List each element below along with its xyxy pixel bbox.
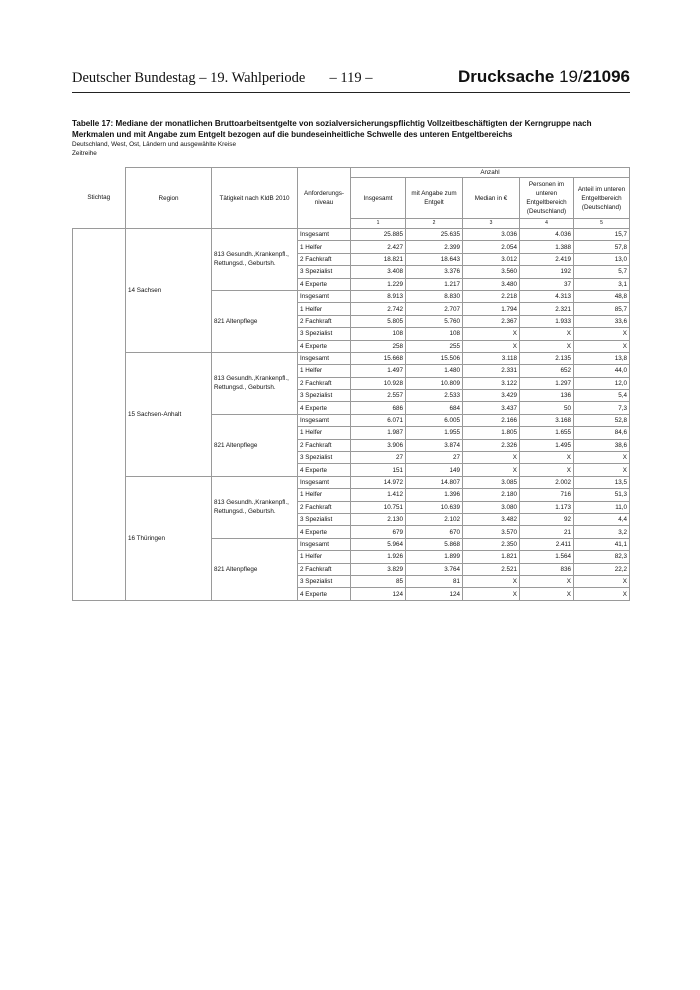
- value-cell: 3.080: [463, 501, 520, 513]
- value-cell: 1.987: [351, 427, 406, 439]
- value-cell: 27: [406, 452, 463, 464]
- value-cell: 1.388: [520, 241, 574, 253]
- value-cell: 15.668: [351, 352, 406, 364]
- value-cell: 2.367: [463, 315, 520, 327]
- value-cell: 716: [520, 489, 574, 501]
- level-cell: 3 Spezialist: [298, 328, 351, 340]
- column-number: 5: [574, 219, 630, 229]
- value-cell: 2.411: [520, 538, 574, 550]
- region-cell: 15 Sachsen-Anhalt: [126, 352, 212, 476]
- value-cell: 2.419: [520, 253, 574, 265]
- value-cell: X: [520, 340, 574, 352]
- value-cell: X: [574, 464, 630, 476]
- value-cell: 3.829: [351, 563, 406, 575]
- data-table: [72, 167, 630, 601]
- value-cell: 2.130: [351, 513, 406, 525]
- value-cell: 4.036: [520, 229, 574, 241]
- value-cell: 22,2: [574, 563, 630, 575]
- value-cell: 2.521: [463, 563, 520, 575]
- table-row: [73, 229, 630, 241]
- value-cell: X: [574, 328, 630, 340]
- value-cell: 2.399: [406, 241, 463, 253]
- value-cell: X: [463, 452, 520, 464]
- value-cell: 108: [351, 328, 406, 340]
- header-col4: Personen im unteren Entgeltbereich (Deutschland): [520, 178, 574, 219]
- value-cell: X: [463, 575, 520, 587]
- value-cell: X: [463, 464, 520, 476]
- value-cell: 84,6: [574, 427, 630, 439]
- value-cell: 3.560: [463, 266, 520, 278]
- value-cell: X: [463, 340, 520, 352]
- value-cell: 2.321: [520, 303, 574, 315]
- value-cell: 836: [520, 563, 574, 575]
- value-cell: 44,0: [574, 365, 630, 377]
- header-col3: Median in €: [463, 178, 520, 219]
- taetigkeit-cell: 821 Altenpflege: [212, 290, 298, 352]
- value-cell: X: [574, 452, 630, 464]
- value-cell: 1.173: [520, 501, 574, 513]
- value-cell: 85: [351, 575, 406, 587]
- value-cell: 2.742: [351, 303, 406, 315]
- value-cell: 5,4: [574, 390, 630, 402]
- value-cell: 57,8: [574, 241, 630, 253]
- value-cell: 1.955: [406, 427, 463, 439]
- value-cell: 3.376: [406, 266, 463, 278]
- level-cell: 4 Experte: [298, 588, 351, 600]
- value-cell: 3.122: [463, 377, 520, 389]
- value-cell: 3,1: [574, 278, 630, 290]
- level-cell: Insgesamt: [298, 290, 351, 302]
- value-cell: 258: [351, 340, 406, 352]
- value-cell: 2.557: [351, 390, 406, 402]
- value-cell: 15.506: [406, 352, 463, 364]
- value-cell: 2.427: [351, 241, 406, 253]
- value-cell: 3.408: [351, 266, 406, 278]
- taetigkeit-cell: 813 Gesundh.,Krankenpfl., Rettungsd., Geburtsh.: [212, 229, 298, 291]
- value-cell: 2.533: [406, 390, 463, 402]
- level-cell: Insgesamt: [298, 229, 351, 241]
- value-cell: 2.166: [463, 414, 520, 426]
- value-cell: 1.805: [463, 427, 520, 439]
- value-cell: 13,5: [574, 476, 630, 488]
- value-cell: 6.071: [351, 414, 406, 426]
- table-row: [73, 476, 630, 488]
- header-region: Region: [126, 168, 212, 229]
- level-cell: 2 Fachkraft: [298, 253, 351, 265]
- document-number-period: 19/: [559, 67, 583, 86]
- value-cell: X: [520, 575, 574, 587]
- level-cell: 2 Fachkraft: [298, 439, 351, 451]
- value-cell: 82,3: [574, 551, 630, 563]
- header-col2: mit Angabe zum Entgelt: [406, 178, 463, 219]
- column-number: 3: [463, 219, 520, 229]
- value-cell: X: [463, 588, 520, 600]
- value-cell: 13,0: [574, 253, 630, 265]
- value-cell: 5.868: [406, 538, 463, 550]
- column-number: 1: [351, 219, 406, 229]
- value-cell: X: [574, 588, 630, 600]
- value-cell: 3.012: [463, 253, 520, 265]
- value-cell: 1.412: [351, 489, 406, 501]
- subtitle-series: Zeitreihe: [72, 149, 97, 157]
- level-cell: 1 Helfer: [298, 241, 351, 253]
- value-cell: 81: [406, 575, 463, 587]
- value-cell: 124: [351, 588, 406, 600]
- value-cell: X: [463, 328, 520, 340]
- value-cell: 3.480: [463, 278, 520, 290]
- value-cell: 1.229: [351, 278, 406, 290]
- document-number-label: Drucksache: [457, 67, 555, 86]
- value-cell: 1.480: [406, 365, 463, 377]
- value-cell: 10.809: [406, 377, 463, 389]
- value-cell: 15,7: [574, 229, 630, 241]
- value-cell: 37: [520, 278, 574, 290]
- level-cell: Insgesamt: [298, 476, 351, 488]
- value-cell: X: [520, 464, 574, 476]
- level-cell: 1 Helfer: [298, 551, 351, 563]
- value-cell: 2.135: [520, 352, 574, 364]
- value-cell: 684: [406, 402, 463, 414]
- header-anzahl: Anzahl: [351, 168, 630, 178]
- value-cell: 149: [406, 464, 463, 476]
- value-cell: 5,7: [574, 266, 630, 278]
- document-number-value: 21096: [582, 67, 630, 86]
- value-cell: 27: [351, 452, 406, 464]
- level-cell: Insgesamt: [298, 414, 351, 426]
- value-cell: 1.821: [463, 551, 520, 563]
- value-cell: 1.297: [520, 377, 574, 389]
- table-subtitle: [72, 141, 236, 158]
- value-cell: 2.326: [463, 439, 520, 451]
- value-cell: 124: [406, 588, 463, 600]
- value-cell: 7,3: [574, 402, 630, 414]
- value-cell: 1.396: [406, 489, 463, 501]
- value-cell: 8.830: [406, 290, 463, 302]
- table-row: [73, 352, 630, 364]
- value-cell: 5.964: [351, 538, 406, 550]
- value-cell: 3.429: [463, 390, 520, 402]
- value-cell: 12,0: [574, 377, 630, 389]
- value-cell: 136: [520, 390, 574, 402]
- value-cell: 10.928: [351, 377, 406, 389]
- value-cell: 2.102: [406, 513, 463, 525]
- level-cell: 1 Helfer: [298, 489, 351, 501]
- taetigkeit-cell: 821 Altenpflege: [212, 538, 298, 600]
- subtitle-scope: Deutschland, West, Ost, Ländern und ausgewählte Kreise: [72, 141, 237, 148]
- column-number: 2: [406, 219, 463, 229]
- value-cell: X: [574, 575, 630, 587]
- value-cell: 686: [351, 402, 406, 414]
- value-cell: 3,2: [574, 526, 630, 538]
- level-cell: Insgesamt: [298, 352, 351, 364]
- value-cell: 151: [351, 464, 406, 476]
- value-cell: 5.805: [351, 315, 406, 327]
- page-number: – 119 –: [329, 70, 373, 86]
- value-cell: 3.036: [463, 229, 520, 241]
- value-cell: 5.760: [406, 315, 463, 327]
- value-cell: 11,0: [574, 501, 630, 513]
- level-cell: 2 Fachkraft: [298, 377, 351, 389]
- level-cell: 1 Helfer: [298, 365, 351, 377]
- value-cell: 3.906: [351, 439, 406, 451]
- level-cell: 3 Spezialist: [298, 575, 351, 587]
- document-number: [458, 67, 630, 87]
- level-cell: 4 Experte: [298, 340, 351, 352]
- level-cell: Insgesamt: [298, 538, 351, 550]
- value-cell: 21: [520, 526, 574, 538]
- level-cell: 4 Experte: [298, 526, 351, 538]
- value-cell: 679: [351, 526, 406, 538]
- taetigkeit-cell: 821 Altenpflege: [212, 414, 298, 476]
- header-taetigkeit: Tätigkeit nach KldB 2010: [212, 168, 298, 229]
- value-cell: 52,8: [574, 414, 630, 426]
- value-cell: 25.635: [406, 229, 463, 241]
- level-cell: 2 Fachkraft: [298, 563, 351, 575]
- value-cell: 1.933: [520, 315, 574, 327]
- value-cell: 1.217: [406, 278, 463, 290]
- level-cell: 3 Spezialist: [298, 266, 351, 278]
- value-cell: 1.564: [520, 551, 574, 563]
- value-cell: 48,8: [574, 290, 630, 302]
- value-cell: 1.655: [520, 427, 574, 439]
- level-cell: 4 Experte: [298, 464, 351, 476]
- value-cell: X: [520, 452, 574, 464]
- value-cell: 2.707: [406, 303, 463, 315]
- value-cell: 18.643: [406, 253, 463, 265]
- value-cell: 2.002: [520, 476, 574, 488]
- value-cell: 51,3: [574, 489, 630, 501]
- value-cell: 18.821: [351, 253, 406, 265]
- value-cell: 8.913: [351, 290, 406, 302]
- value-cell: 3.118: [463, 352, 520, 364]
- value-cell: 255: [406, 340, 463, 352]
- value-cell: 192: [520, 266, 574, 278]
- value-cell: 92: [520, 513, 574, 525]
- value-cell: 670: [406, 526, 463, 538]
- value-cell: 13,8: [574, 352, 630, 364]
- value-cell: 3.168: [520, 414, 574, 426]
- table-body: [73, 229, 630, 601]
- value-cell: 1.495: [520, 439, 574, 451]
- level-cell: 1 Helfer: [298, 303, 351, 315]
- level-cell: 2 Fachkraft: [298, 315, 351, 327]
- value-cell: 38,6: [574, 439, 630, 451]
- level-cell: 3 Spezialist: [298, 390, 351, 402]
- page-header: [72, 66, 630, 93]
- header-anforderung: Anforderungs-niveau: [298, 168, 351, 229]
- value-cell: 1.497: [351, 365, 406, 377]
- value-cell: 3.437: [463, 402, 520, 414]
- value-cell: 2.180: [463, 489, 520, 501]
- value-cell: X: [520, 588, 574, 600]
- value-cell: 3.764: [406, 563, 463, 575]
- header-col5: Anteil im unteren Entgeltbereich (Deutschland): [574, 178, 630, 219]
- value-cell: 10.751: [351, 501, 406, 513]
- value-cell: 25.885: [351, 229, 406, 241]
- level-cell: 1 Helfer: [298, 427, 351, 439]
- value-cell: X: [574, 340, 630, 352]
- value-cell: 14.972: [351, 476, 406, 488]
- value-cell: 6.005: [406, 414, 463, 426]
- value-cell: 85,7: [574, 303, 630, 315]
- value-cell: 14.807: [406, 476, 463, 488]
- value-cell: 33,6: [574, 315, 630, 327]
- value-cell: 2.218: [463, 290, 520, 302]
- level-cell: 3 Spezialist: [298, 513, 351, 525]
- stichtag-cell: [73, 229, 126, 601]
- value-cell: 2.054: [463, 241, 520, 253]
- value-cell: 4,4: [574, 513, 630, 525]
- value-cell: 2.331: [463, 365, 520, 377]
- level-cell: 3 Spezialist: [298, 452, 351, 464]
- header-stichtag: Stichtag: [87, 194, 111, 202]
- value-cell: 3.874: [406, 439, 463, 451]
- region-cell: 16 Thüringen: [126, 476, 212, 600]
- value-cell: 41,1: [574, 538, 630, 550]
- value-cell: 3.482: [463, 513, 520, 525]
- value-cell: 10.639: [406, 501, 463, 513]
- value-cell: 3.570: [463, 526, 520, 538]
- value-cell: 50: [520, 402, 574, 414]
- value-cell: 4.313: [520, 290, 574, 302]
- region-cell: 14 Sachsen: [126, 229, 212, 353]
- value-cell: 1.794: [463, 303, 520, 315]
- value-cell: 108: [406, 328, 463, 340]
- value-cell: X: [520, 328, 574, 340]
- level-cell: 4 Experte: [298, 402, 351, 414]
- level-cell: 2 Fachkraft: [298, 501, 351, 513]
- taetigkeit-cell: 813 Gesundh.,Krankenpfl., Rettungsd., Geburtsh.: [212, 476, 298, 538]
- taetigkeit-cell: 813 Gesundh.,Krankenpfl., Rettungsd., Geburtsh.: [212, 352, 298, 414]
- value-cell: 652: [520, 365, 574, 377]
- header-col1: Insgesamt: [351, 178, 406, 219]
- publication-name: Deutscher Bundestag – 19. Wahlperiode: [72, 70, 306, 86]
- value-cell: 1.899: [406, 551, 463, 563]
- level-cell: 4 Experte: [298, 278, 351, 290]
- value-cell: 1.926: [351, 551, 406, 563]
- table-title: Tabelle 17: Mediane der monatlichen Bruttoarbeitsentgelte von sozialversicherungspflichtig Vollzeitbeschäftigten der Kerngruppe nach Merkmalen und mit Angabe zum Entgelt bezogen auf die bundeseinheitliche Schwelle des unteren Entgeltbereichs: [72, 119, 592, 139]
- value-cell: 3.085: [463, 476, 520, 488]
- value-cell: 2.350: [463, 538, 520, 550]
- column-number: 4: [520, 219, 574, 229]
